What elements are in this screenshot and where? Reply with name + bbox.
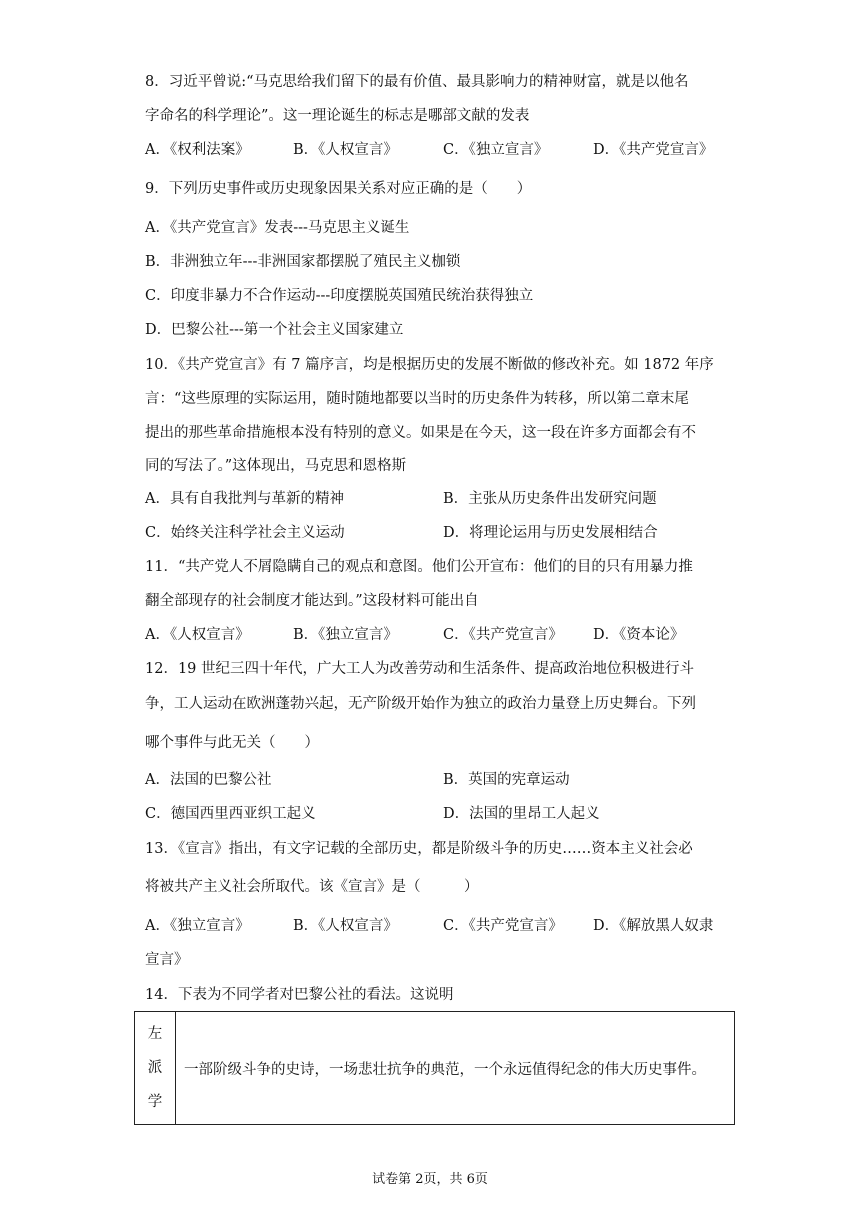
q13-option-d-continued: 宣言》 — [145, 952, 189, 968]
q12-option-b: B．英国的宪章运动 — [443, 772, 570, 788]
q11-option-a: A．《人权宣言》 — [145, 627, 250, 643]
q11-stem-line2: 翻全部现存的社会制度才能达到。”这段材料可能出自 — [145, 593, 479, 609]
q13-stem-line2: 将被共产主义社会所取代。该《宣言》是（ ） — [145, 879, 479, 895]
q9-option-c: C．印度非暴力不合作运动---印度摆脱英国殖民统治获得独立 — [145, 288, 534, 304]
q11-option-c: C．《共产党宣言》 — [443, 627, 563, 643]
q10-stem-line1: 10．《共产党宣言》有 7 篇序言，均是根据历史的发展不断做的修改补充。如 1872 年序 — [145, 357, 714, 373]
q11-option-d: D．《资本论》 — [593, 627, 685, 643]
q8-option-c: C．《独立宣言》 — [443, 142, 549, 158]
q12-stem-line1: 12．19 世纪三四十年代，广大工人为改善劳动和生活条件、提高政治地位积极进行斗 — [145, 661, 695, 677]
q8-option-d: D．《共产党宣言》 — [593, 142, 714, 158]
q10-option-a: A．具有自我批判与革新的精神 — [145, 491, 344, 507]
q9-option-b: B．非洲独立年---非洲国家都摆脱了殖民主义枷锁 — [145, 254, 461, 270]
page-footer: 试卷第 2页，共 6页 — [372, 1172, 488, 1187]
q8-stem-line2: 字命名的科学理论”。这一理论诞生的标志是哪部文献的发表 — [145, 108, 530, 124]
q10-option-c: C．始终关注科学社会主义运动 — [145, 525, 345, 541]
q10-stem-line3: 提出的那些革命措施根本没有特别的意义。如果是在今天，这一段在许多方面都会有不 — [145, 425, 696, 441]
content-cell: 一部阶级斗争的史诗，一场悲壮抗争的典范，一个永远值得纪念的伟大历史事件。 — [176, 1012, 735, 1125]
q10-stem-line2: 言：“这些原理的实际运用，随时随地都要以当时的历史条件为转移，所以第二章末尾 — [145, 391, 689, 407]
q8-option-a: A．《权利法案》 — [145, 142, 250, 158]
q11-stem-line1: 11．“共产党人不屑隐瞒自己的观点和意图。他们公开宣布：他们的目的只有用暴力推 — [145, 559, 693, 575]
q13-option-d: D．《解放黑人奴隶 — [593, 918, 714, 934]
q12-option-a: A．法国的巴黎公社 — [145, 772, 272, 788]
q12-option-c: C．德国西里西亚织工起义 — [145, 806, 316, 822]
q10-option-b: B．主张从历史条件出发研究问题 — [443, 491, 657, 507]
q8-stem-line1: 8．习近平曾说:“马克思给我们留下的最有价值、最具影响力的精神财富，就是以他名 — [145, 74, 689, 90]
q12-stem-line2: 争，工人运动在欧洲蓬勃兴起，无产阶级开始作为独立的政治力量登上历史舞台。下列 — [145, 696, 696, 712]
q11-option-b: B．《独立宣言》 — [293, 627, 398, 643]
q12-option-d: D．法国的里昂工人起义 — [443, 806, 600, 822]
scholar-view-table — [134, 1011, 735, 1125]
q9-stem-line1: 9．下列历史事件或历史现象因果关系对应正确的是（ ） — [145, 181, 532, 197]
q9-option-a: A．《共产党宣言》发表---马克思主义诞生 — [145, 220, 410, 236]
q12-stem-line3: 哪个事件与此无关（ ） — [145, 735, 319, 751]
q9-option-d: D．巴黎公社---第一个社会主义国家建立 — [145, 322, 404, 338]
q13-option-b: B．《人权宣言》 — [293, 918, 398, 934]
q13-option-c: C．《共产党宣言》 — [443, 918, 563, 934]
viewpoint-char: 左 — [147, 1026, 163, 1042]
q13-option-a: A．《独立宣言》 — [145, 918, 250, 934]
q10-option-d: D．将理论运用与历史发展相结合 — [443, 525, 658, 541]
viewpoint-char: 学 — [147, 1094, 163, 1110]
q14-stem-line1: 14．下表为不同学者对巴黎公社的看法。这说明 — [145, 987, 454, 1003]
viewpoint-char: 派 — [147, 1060, 163, 1076]
q10-stem-line4: 同的写法了。”这体现出，马克思和恩格斯 — [145, 458, 407, 474]
viewpoint-cell — [135, 1012, 176, 1125]
table-row — [135, 1012, 735, 1125]
q13-stem-line1: 13．《宣言》指出，有文字记载的全部历史，都是阶级斗争的历史……资本主义社会必 — [145, 841, 693, 857]
q8-option-b: B．《人权宣言》 — [293, 142, 398, 158]
